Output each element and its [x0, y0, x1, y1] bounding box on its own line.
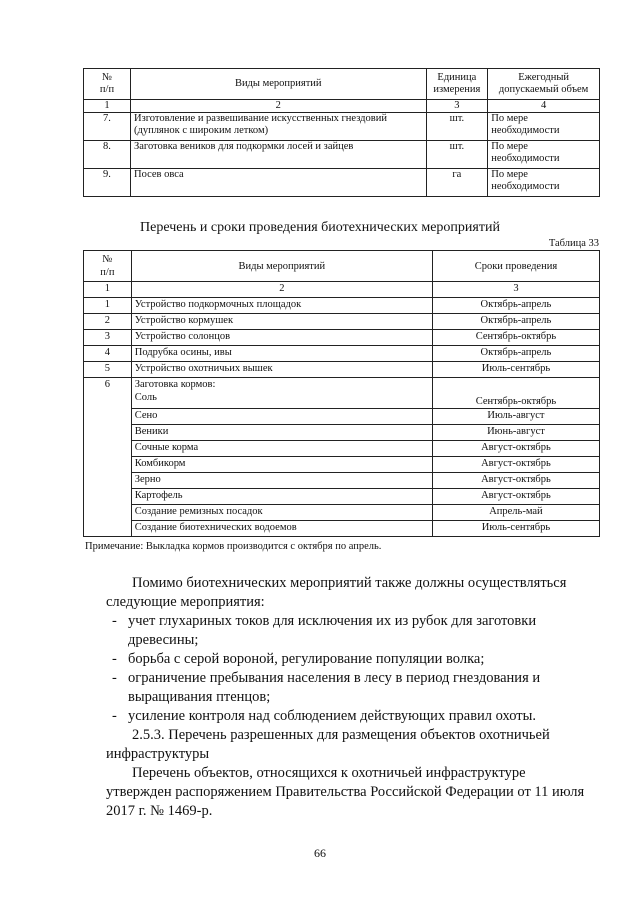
row-period: Июль-сентябрь	[432, 521, 599, 537]
empty-cell	[84, 505, 132, 521]
row-name: Устройство кормушек	[131, 314, 432, 330]
biotech-schedule-table	[83, 250, 600, 537]
colnum-2: 2	[131, 282, 432, 298]
paragraph-infrastructure: Перечень объектов, относящихся к охотничьей инфраструктуре утвержден распоряжением Правительства Российской Федерации от 11 июля 2017 г. № 1469-р.	[106, 765, 585, 819]
row-num: 8.	[84, 141, 131, 169]
row-name: Веники	[131, 425, 432, 441]
bullet-text: усиление контроля над соблюдением действующих правил охоты.	[128, 708, 537, 724]
row-period: Сентябрь-октябрь	[432, 378, 599, 409]
row-num: 1	[84, 298, 132, 314]
table-row	[84, 489, 600, 505]
row-unit: га	[426, 169, 488, 197]
row-volume: По мере необходимости	[488, 141, 600, 169]
table-row	[84, 441, 600, 457]
bullet-text: ограничение пребывания населения в лесу в период гнездования и выращивания птенцов;	[128, 670, 541, 705]
row-period: Сентябрь-октябрь	[432, 330, 599, 346]
row-name: Сочные корма	[131, 441, 432, 457]
row-volume: По мере необходимости	[488, 113, 600, 141]
row-num: 7.	[84, 113, 131, 141]
row-name: Комбикорм	[131, 457, 432, 473]
empty-cell	[84, 521, 132, 537]
row-name: Устройство подкормочных площадок	[131, 298, 432, 314]
row-unit: шт.	[426, 141, 488, 169]
table-title: Перечень и сроки проведения биотехнических мероприятий	[140, 220, 500, 235]
bullet-item	[106, 707, 594, 726]
section-heading: 2.5.3. Перечень разрешенных для размещения объектов охотничьей инфраструктуры	[106, 727, 550, 762]
colnum-1: 1	[84, 282, 132, 298]
table-row	[84, 409, 600, 425]
row-num: 3	[84, 330, 132, 346]
header-name: Виды мероприятий	[130, 69, 426, 100]
header-volume: Ежегодный допускаемый объем	[488, 69, 600, 100]
row-name: Создание биотехнических водоемов	[131, 521, 432, 537]
row-num: 9.	[84, 169, 131, 197]
row-num: 2	[84, 314, 132, 330]
subitem-label: Соль	[134, 392, 157, 403]
bullet-dash: -	[112, 651, 117, 667]
row-name: Устройство охотничьих вышек	[131, 362, 432, 378]
table-row	[84, 141, 600, 169]
bullet-dash: -	[112, 708, 117, 724]
row-name: Подрубка осины, ивы	[131, 346, 432, 362]
bullet-dash: -	[112, 613, 117, 629]
row-name: Изготовление и развешивание искусственных гнездовий (дуплянок с широким летком)	[130, 113, 426, 141]
activities-table-continued	[83, 68, 600, 197]
colnum-1: 1	[84, 100, 131, 113]
row-period: Июль-сентябрь	[432, 362, 599, 378]
bullet-item	[106, 650, 594, 669]
row-unit: шт.	[426, 113, 488, 141]
page-number: 66	[314, 846, 326, 860]
table-row	[84, 330, 600, 346]
header-name: Виды мероприятий	[131, 251, 432, 282]
row-volume: По мере необходимости	[488, 169, 600, 197]
table-row	[84, 473, 600, 489]
row-period: Апрель-май	[432, 505, 599, 521]
bullet-text: борьба с серой вороной, регулирование популяции волка;	[128, 651, 485, 667]
table-row	[84, 505, 600, 521]
empty-cell	[84, 489, 132, 505]
header-unit: Единица измерения	[426, 69, 488, 100]
bullet-item	[106, 669, 594, 707]
table-row	[84, 113, 600, 141]
colnum-2: 2	[130, 100, 426, 113]
table-row	[84, 169, 600, 197]
colnum-3: 3	[426, 100, 488, 113]
row-name	[131, 378, 432, 409]
row-name: Зерно	[131, 473, 432, 489]
colnum-3: 3	[432, 282, 599, 298]
row-name: Посев овса	[130, 169, 426, 197]
table-row	[84, 521, 600, 537]
row-period: Август-октябрь	[432, 473, 599, 489]
row-period: Июнь-август	[432, 425, 599, 441]
row-period: Август-октябрь	[432, 489, 599, 505]
header-num: № п/п	[84, 251, 132, 282]
table-row	[84, 346, 600, 362]
row-name: Создание ремизных посадок	[131, 505, 432, 521]
row-period: Октябрь-апрель	[432, 298, 599, 314]
row-num: 5	[84, 362, 132, 378]
row-period: Октябрь-апрель	[432, 346, 599, 362]
table-row	[84, 298, 600, 314]
table-row	[84, 378, 600, 409]
row-period: Август-октябрь	[432, 441, 599, 457]
row-period: Август-октябрь	[432, 457, 599, 473]
row-name: Устройство солонцов	[131, 330, 432, 346]
paragraph-intro: Помимо биотехнических мероприятий также должны осуществляться следующие мероприятия:	[106, 575, 567, 610]
empty-cell	[84, 457, 132, 473]
row-period: Июль-август	[432, 409, 599, 425]
bullet-text: учет глухариных токов для исключения их из рубок для заготовки древесины;	[128, 613, 537, 648]
bullet-dash: -	[112, 670, 117, 686]
row-name: Заготовка веников для подкормки лосей и зайцев	[130, 141, 426, 169]
row-num: 6	[84, 378, 132, 409]
row-num: 4	[84, 346, 132, 362]
table-row	[84, 362, 600, 378]
header-num: № п/п	[84, 69, 131, 100]
header-period: Сроки проведения	[432, 251, 599, 282]
empty-cell	[84, 473, 132, 489]
table-row	[84, 425, 600, 441]
row-name: Картофель	[131, 489, 432, 505]
row-period: Октябрь-апрель	[432, 314, 599, 330]
empty-cell	[84, 409, 132, 425]
bullet-item	[106, 612, 594, 650]
group-label: Заготовка кормов:	[134, 379, 216, 390]
empty-cell	[84, 425, 132, 441]
table-row	[84, 314, 600, 330]
colnum-4: 4	[488, 100, 600, 113]
table-note: Примечание: Выкладка кормов производится с октября по апрель.	[85, 541, 382, 552]
table-number: Таблица 33	[548, 238, 599, 249]
empty-cell	[84, 441, 132, 457]
table-row	[84, 457, 600, 473]
row-name: Сено	[131, 409, 432, 425]
